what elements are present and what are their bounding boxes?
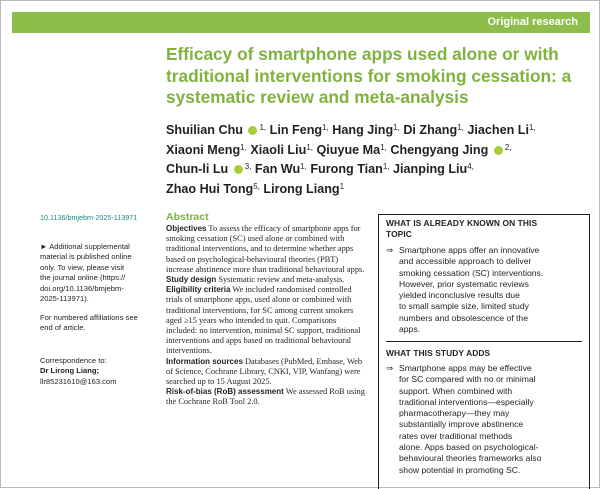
key-message-line: behavioural theories frameworks also <box>399 453 542 464</box>
abstract-section-label: Objectives <box>166 224 207 233</box>
author-name: Xiaoli Liu <box>250 142 307 157</box>
key-message-line: rates over traditional methods <box>399 430 513 441</box>
supplemental-line: ► Additional supplemental <box>40 242 130 251</box>
affiliation-number: 5, <box>253 181 260 191</box>
author-name: Lirong Liang <box>263 181 340 196</box>
key-message-line: to small sample size, limited study <box>399 301 529 312</box>
article-type-label: Original research <box>487 16 578 28</box>
correspondence-block <box>40 356 156 387</box>
affiliation-number: 1, <box>322 123 329 132</box>
affiliation-number: 1, <box>393 123 400 132</box>
key-message-line: numbers and obsolescence of the <box>399 312 528 323</box>
key-message-line: Smartphone apps may be effective <box>399 363 532 373</box>
author-name: Fan Wu <box>254 162 301 177</box>
supplemental-note <box>40 242 156 304</box>
author-name: Xiaoni Meng <box>166 142 241 157</box>
orcid-icon[interactable] <box>494 146 503 155</box>
affiliation-number: 2, <box>504 142 512 152</box>
correspondence-email[interactable]: llr85231610@163.com <box>40 376 117 386</box>
author-name: Zhao Hui Tong <box>166 181 254 196</box>
key-message-line: show potential in promoting SC. <box>399 464 521 475</box>
key-message-line: apps. <box>399 324 421 335</box>
affiliation-number: 1 <box>339 181 345 191</box>
author-name: Shuilian Chu <box>166 123 243 137</box>
key-message-line: support. When combined with <box>399 385 513 396</box>
key-message-line: substantially improve abstinence <box>399 419 524 430</box>
author-list <box>166 121 596 199</box>
supplemental-line: only. To view, please visit <box>40 262 125 272</box>
affiliation-number: 1, <box>306 142 313 152</box>
supplemental-line: doi.org/10.1136/bmjebm- <box>40 283 124 293</box>
key-message-line: traditional interventions—especially <box>399 396 534 407</box>
orcid-icon[interactable] <box>234 165 243 174</box>
affiliation-number: 1, <box>380 142 387 152</box>
orcid-icon[interactable] <box>248 126 257 135</box>
author-name: Hang Jing <box>332 123 394 137</box>
affiliation-number: 3, <box>244 162 252 172</box>
adds-heading: WHAT THIS STUDY ADDS <box>386 348 491 358</box>
doi-link[interactable]: 10.1136/bmjebm-2025-113971 <box>40 213 138 222</box>
affiliation-number: 1, <box>382 162 390 172</box>
box-divider <box>386 341 582 342</box>
key-message-line: smoking cessation (SC) interventions. <box>399 267 544 278</box>
key-message-line: for SC compared with no or minimal <box>399 374 536 385</box>
supplemental-line: the journal online (https:// <box>40 273 126 283</box>
affiliation-number: 1, <box>457 123 464 132</box>
correspondence-name: Dr Lirong Liang; <box>40 366 100 376</box>
abstract-body <box>166 224 366 482</box>
affiliations-line: end of article. <box>40 323 86 333</box>
key-message-line: pharmacotherapy—they may <box>399 408 510 419</box>
known-heading-line: TOPIC <box>386 228 412 239</box>
author-name: Di Zhang <box>403 123 458 137</box>
supplemental-line: 2025-113971). <box>40 294 89 304</box>
abstract-section-text: To assess the efficacy of smartphone apps for smoking cessation (SC) used alone or combined with traditional interventions, and to determine whether apps based on psychological-behavioural theories (PBT) increase abstinence more than traditional behavioural apps. <box>166 224 365 274</box>
author-name: Lin Feng <box>269 123 323 137</box>
arrow-icon: ⇒ <box>386 245 394 255</box>
key-message-line: yielded inconclusive results due <box>399 290 520 301</box>
affiliations-line: For numbered affiliations see <box>40 313 138 322</box>
known-heading <box>386 218 582 239</box>
known-heading-line: WHAT IS ALREADY KNOWN ON THIS <box>386 218 538 228</box>
author-name: Qiuyue Ma <box>316 142 381 157</box>
affiliation-number: 1, <box>259 123 267 132</box>
abstract-section <box>166 285 366 356</box>
abstract-section-label: Eligibility criteria <box>166 285 231 295</box>
author-name: Furong Tian <box>310 162 383 177</box>
abstract-section <box>166 224 366 275</box>
author-name: Chengyang Jing <box>390 142 489 157</box>
key-message-line: However, prior systematic reviews <box>399 278 529 289</box>
arrow-icon: ⇒ <box>386 363 394 373</box>
abstract-section-label: Risk-of-bias (RoB) assessment <box>166 387 284 397</box>
key-message-line: alone. Apps based on psychological- <box>399 442 539 453</box>
abstract-section-label: Information sources <box>166 356 243 366</box>
correspondence-label: Correspondence to: <box>40 356 107 365</box>
abstract-section <box>166 357 366 388</box>
abstract-section-text: Databases (PubMed, Embase, Web of Science, Cochrane Library, CNKI, VIP, Wanfang) were searched up to 15 August 2025. <box>166 356 363 387</box>
article-title: Efficacy of smartphone apps used alone or with traditional interventions for smoking cessation: a systematic review and meta-analysis <box>166 44 572 107</box>
abstract-section-label: Study design <box>166 275 217 285</box>
affiliation-number: 1, <box>300 162 307 172</box>
author-name: Chun-li Lu <box>166 162 229 177</box>
key-message-line: and accessible approach to deliver <box>399 256 532 267</box>
abstract-section-text: Systematic review and meta-analysis. <box>218 275 345 285</box>
abstract-heading: Abstract <box>166 211 209 223</box>
article-type-banner <box>12 12 590 33</box>
key-message-line: Smartphone apps offer an innovative <box>399 245 540 255</box>
author-name: Jiachen Li <box>467 123 529 137</box>
affiliation-number: 1, <box>528 123 536 132</box>
key-message-item <box>386 245 584 335</box>
author-name: Jianping Liu <box>393 162 468 177</box>
abstract-section-text: We assessed RoB using the Cochrane RoB Tool 2.0. <box>166 387 365 407</box>
key-messages-box <box>378 214 590 489</box>
key-message-item <box>386 363 584 476</box>
affiliations-note <box>40 313 156 334</box>
supplemental-line: material is published online <box>40 252 132 262</box>
abstract-section-text: We included randomised controlled trials of smartphone apps, used alone or combined with traditional interventions, for SC among current smokers aged ≥15 years who intended to quit. Comparisons included: no intervention, minimal SC support, traditional interventions and apps based on traditional behavioural interventions. <box>166 285 361 356</box>
abstract-section <box>166 275 366 285</box>
affiliation-number: 1, <box>240 142 247 152</box>
abstract-section <box>166 387 366 407</box>
affiliation-number: 4, <box>467 162 474 172</box>
